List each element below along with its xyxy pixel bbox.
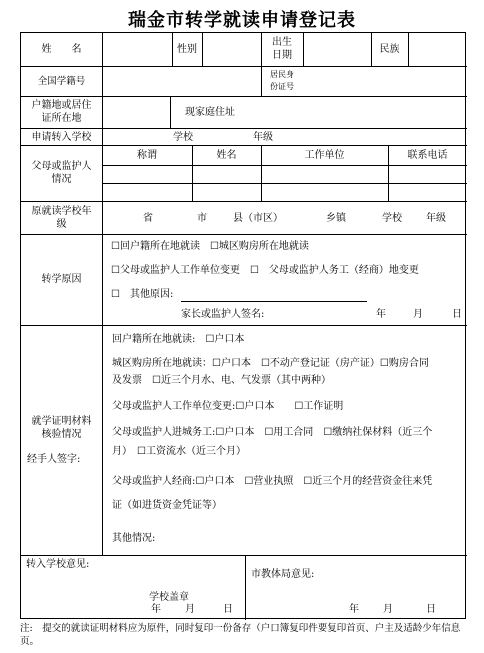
reason-option-employment[interactable]: ☐父母或监护人工作单位变更 ☐ 父母或监护人务工（经商）地变更 xyxy=(111,265,419,276)
reason-month: 月 xyxy=(413,309,423,320)
reason-year: 年 xyxy=(376,309,386,320)
apply-school-label: 申请转入学校 xyxy=(31,132,92,143)
grade-label: 年级 xyxy=(253,132,273,143)
reason-label: 转学原因 xyxy=(41,274,82,285)
guardian-header-employer: 工作单位 xyxy=(304,150,345,161)
birthdate-label: 出生 日期 xyxy=(272,37,292,61)
other-reason-line[interactable] xyxy=(181,301,367,302)
town-label: 乡镇 xyxy=(326,213,346,224)
city-label: 市 xyxy=(197,213,207,224)
bureau-opinion-label: 市教体局意见: xyxy=(251,569,315,580)
handler-signature-label: 经手人签字: xyxy=(27,454,81,465)
reason-option-hometown[interactable]: ☐回户籍所在地就读 ☐城区购房所在地就读 xyxy=(111,241,309,252)
registration-form xyxy=(20,32,466,619)
guardian-header-phone: 联系电话 xyxy=(407,150,448,161)
docs-label: 就学证明材料 核验情况 xyxy=(31,416,92,440)
student-id-label: 全国学籍号 xyxy=(37,76,86,87)
form-title: 瑞金市转学就读申请登记表 xyxy=(128,10,356,31)
docs-item-migrant-2[interactable]: 月） ☐工资流水（近三个月） xyxy=(112,446,246,457)
school-seal-label: 学校盖章 xyxy=(149,592,189,603)
name-label: 姓 名 xyxy=(41,44,82,55)
docs-item-migrant-1[interactable]: 父母或监护人进城务工:☐户口本 ☐用工合同 ☐缴纳社保材料（近三个 xyxy=(112,427,433,438)
docs-item-other[interactable]: 其他情况: xyxy=(112,533,156,544)
guardian-label: 父母或监护人 情况 xyxy=(31,161,92,185)
reason-day: 日 xyxy=(452,309,462,320)
bureau-month: 月 xyxy=(383,604,393,615)
docs-item-house-2[interactable]: 及发票 ☐近三个月水、电、气发票（其中两种） xyxy=(112,375,331,386)
current-address-label: 现家庭住址 xyxy=(185,107,235,118)
docs-item-house-1[interactable]: 城区购房所在地就读：☐户口本 ☐不动产登记证（房产证）☐购房合同 xyxy=(112,358,429,369)
docs-item-hometown[interactable]: 回户籍所在地就读: ☐户口本 xyxy=(112,334,245,345)
county-label: 县（市区） xyxy=(233,213,283,224)
id-card-label: 居民身 份证号 xyxy=(270,70,294,91)
province-label: 省 xyxy=(143,213,153,224)
school-label: 学校 xyxy=(173,132,193,143)
bureau-year: 年 xyxy=(349,604,359,615)
ethnicity-label: 民族 xyxy=(379,44,400,55)
bureau-day: 日 xyxy=(426,604,436,615)
gender-label: 性别 xyxy=(177,44,197,55)
guardian-header-relation: 称谓 xyxy=(137,150,157,161)
orig-school-label: 原就读学校年 级 xyxy=(31,206,92,230)
school-month: 月 xyxy=(185,604,195,615)
footnote: 注: 提交的就读证明材料应为原件，同时复印一份备存（户口簿复印件要复印首页、户主及适龄少年信息页。 xyxy=(20,623,461,647)
school-year: 年 xyxy=(151,604,161,615)
orig-grade-label: 年级 xyxy=(426,213,446,224)
orig-school-name-label: 学校 xyxy=(382,213,402,224)
guardian-header-name: 姓名 xyxy=(216,150,237,161)
docs-item-employment[interactable]: 父母或监护人工作单位变更:☐户口本 ☐工作证明 xyxy=(112,401,344,412)
parent-signature-label: 家长或监护人签名: xyxy=(181,309,265,320)
docs-item-business-2[interactable]: 证（如进货资金凭证等） xyxy=(112,500,222,511)
docs-item-business-1[interactable]: 父母或监护人经商:☐户口本 ☐营业执照 ☐近三个月的经营资金往来凭 xyxy=(112,476,433,487)
hukou-label: 户籍地或居住 证所在地 xyxy=(31,100,92,124)
school-day: 日 xyxy=(223,604,233,615)
school-opinion-label: 转入学校意见: xyxy=(26,559,90,570)
reason-option-other[interactable]: ☐ 其他原因: xyxy=(111,289,174,300)
